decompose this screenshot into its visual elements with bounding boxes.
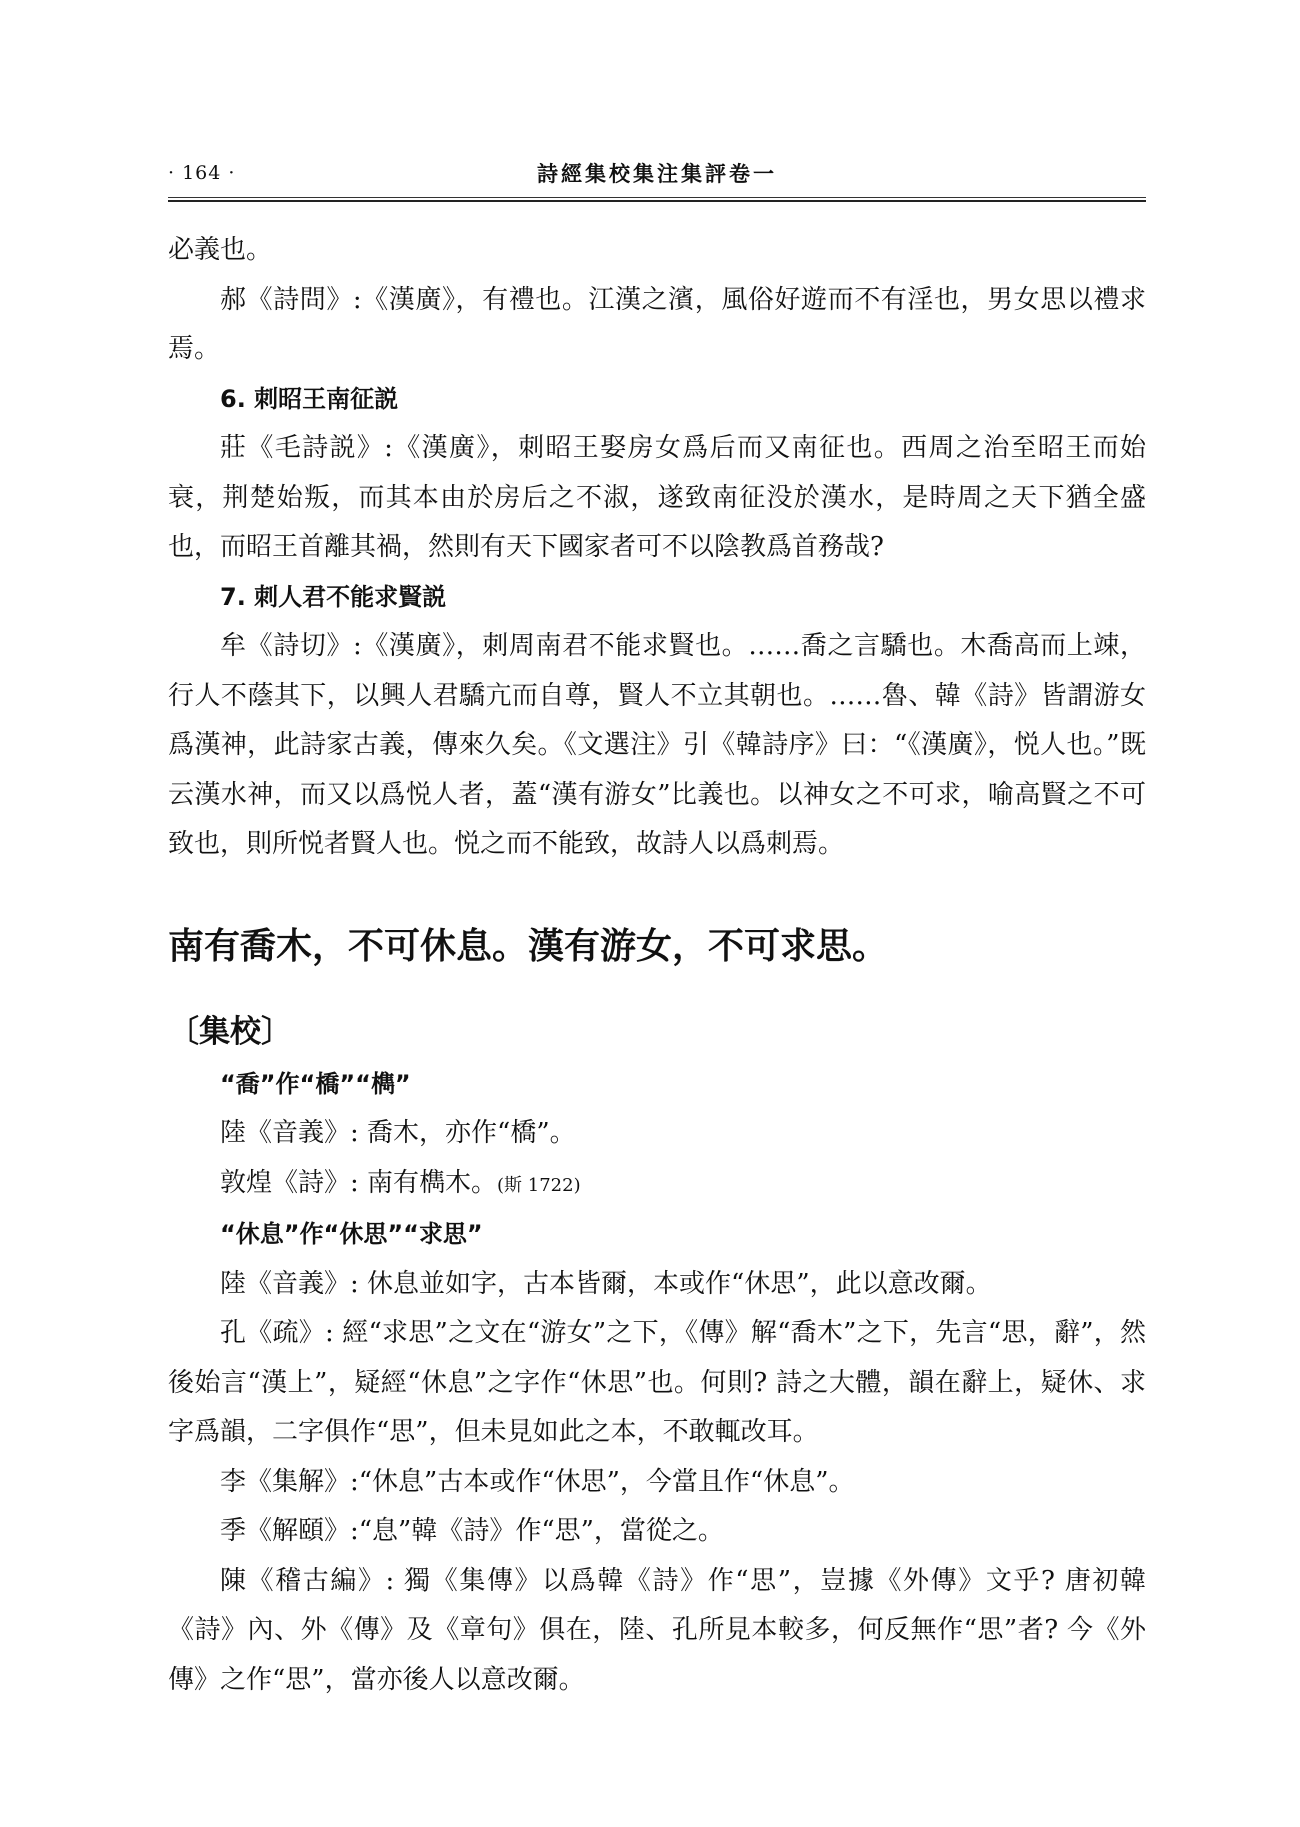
running-title: 詩經集校集注集評卷一 <box>537 161 777 186</box>
variant-heading: “喬”作“橋”“檇” <box>220 1069 411 1098</box>
paragraph: 陸《音義》: 休息並如字，古本皆爾，本或作“休思”，此以意改爾。 <box>220 1268 992 1299</box>
page-number: · 164 · <box>168 162 236 184</box>
variant-heading: “休息”作“休思”“求思” <box>220 1220 483 1248</box>
manuscript-reference: (斯 1722) <box>497 1174 581 1196</box>
paragraph: 莊《毛詩説》:《漢廣》，刺昭王娶房女爲后而又南征也。西周之治至昭王而始衰，荆楚始叛，而其本由於房后之不淑，遂致南征没於漢水，是時周之天下猶全盛也，而昭王首離其禍，然則有天下國家者可不以陰教爲首務哉? <box>168 433 1146 562</box>
verse-line: 南有喬木，不可休息。漢有游女，不可求思。 <box>168 924 889 967</box>
subheading: 7. 刺人君不能求賢説 <box>220 582 447 611</box>
header-rule <box>168 197 1146 198</box>
paragraph: 郝《詩問》:《漢廣》，有禮也。江漢之濱，風俗好遊而不有淫也，男女思以禮求焉。 <box>168 284 1146 364</box>
paragraph: 陳《稽古編》: 獨《集傳》以爲韓《詩》作“思”，豈據《外傳》文乎? 唐初韓《詩》內、外《傳》及《章句》俱在，陸、孔所見本較多，何反無作“思”者? 今《外傳》之作“思”，當亦後人以意改爾。 <box>168 1565 1146 1695</box>
paragraph: 牟《詩切》:《漢廣》，刺周南君不能求賢也。……喬之言驕也。木喬高而上竦，行人不蔭其下，以興人君驕亢而自尊，賢人不立其朝也。……魯、韓《詩》皆謂游女爲漢神，此詩家古義，傳來久矣。《文選注》引《韓詩序》曰：“《漢廣》，悦人也。”既云漢水神，而又以爲悦人者，蓋“漢有游女”比義也。以神女之不可求，喻高賢之不可致也，則所悦者賢人也。悦之而不能致，故詩人以爲刺焉。 <box>168 631 1146 859</box>
paragraph: 季《解頤》:“息”韓《詩》作“思”，當從之。 <box>220 1516 724 1546</box>
subheading: 6. 刺昭王南征説 <box>220 384 399 413</box>
paragraph: 陸《音義》: 喬木，亦作“橋”。 <box>220 1118 576 1148</box>
page-body <box>168 226 1146 1705</box>
paragraph: 孔《疏》: 經“求思”之文在“游女”之下，《傳》解“喬木”之下，先言“思，辭”，然後始言“漢上”，疑經“休息”之字作“休思”也。何則? 詩之大體，韻在辭上，疑休、求字爲韻，二字俱作“思”，但未見如此之本，不敢輒改耳。 <box>168 1318 1146 1447</box>
page-header <box>168 158 1146 194</box>
paragraph <box>168 1159 1146 1211</box>
paragraph: 必義也。 <box>168 235 273 265</box>
section-heading: 〔集校〕 <box>168 1013 292 1050</box>
paragraph: 李《集解》:“休息”古本或作“休思”，今當且作“休息”。 <box>220 1466 855 1497</box>
header-rule-thick <box>168 200 1146 202</box>
citation-text: 敦煌《詩》: 南有檇木。 <box>220 1167 498 1198</box>
